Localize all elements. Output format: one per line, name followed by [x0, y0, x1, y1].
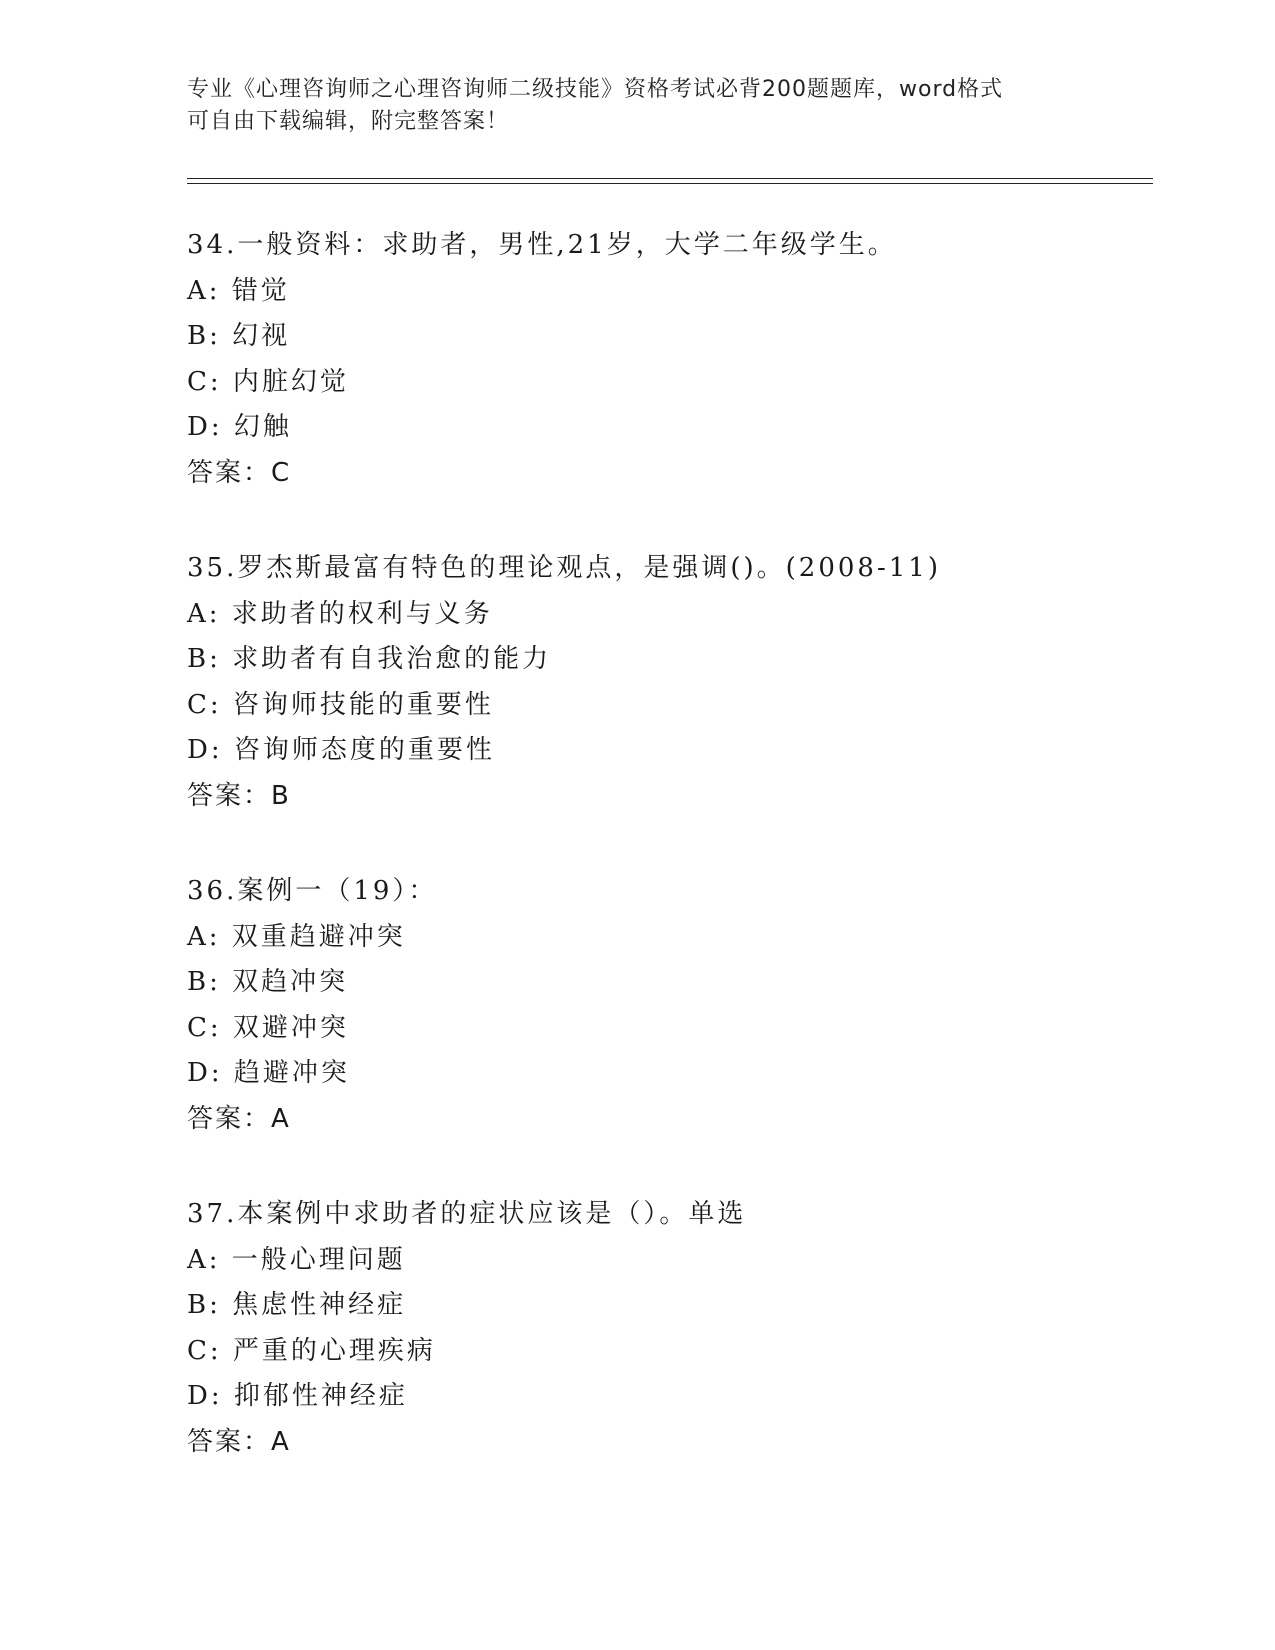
question-stem: 34.一般资料：求助者，男性,21岁，大学二年级学生。 [187, 230, 897, 260]
question-stem: 36.案例一（19）： [187, 876, 438, 906]
question-35 [187, 546, 1147, 819]
option-c: C: 严重的心理疾病 [187, 1335, 436, 1366]
question-34 [187, 223, 1147, 496]
option-c: C: 咨询师技能的重要性 [187, 689, 494, 720]
answer-line: 答案：B [187, 780, 291, 811]
option-d: D: 抑郁性神经症 [187, 1381, 408, 1411]
answer-line: 答案：A [187, 1103, 291, 1134]
question-stem: 37.本案例中求助者的症状应该是（）。单选 [187, 1199, 747, 1229]
header-divider-bottom [187, 183, 1153, 184]
header-divider-top [187, 178, 1153, 179]
header-line-1: 专业《心理咨询师之心理咨询师二级技能》资格考试必背200题题库，word格式 [187, 77, 1004, 102]
question-36 [187, 869, 1147, 1142]
option-a: A: 错觉 [187, 275, 290, 306]
option-d: D: 幻触 [187, 412, 292, 442]
answer-line: 答案：A [187, 1426, 291, 1457]
question-37 [187, 1192, 1147, 1465]
question-stem: 35.罗杰斯最富有特色的理论观点，是强调()。(2008-11) [187, 553, 941, 583]
option-c: C: 双避冲突 [187, 1012, 349, 1043]
option-b: B: 求助者有自我治愈的能力 [187, 644, 552, 674]
header-line-2: 可自由下载编辑，附完整答案！ [187, 109, 510, 134]
option-b: B: 焦虑性神经症 [187, 1290, 407, 1320]
option-c: C: 内脏幻觉 [187, 366, 349, 397]
option-d: D: 咨询师态度的重要性 [187, 735, 495, 765]
option-a: A: 求助者的权利与义务 [187, 598, 493, 629]
option-a: A: 双重趋避冲突 [187, 921, 406, 952]
option-b: B: 双趋冲突 [187, 967, 349, 997]
document-header [187, 74, 1087, 138]
answer-line: 答案：C [187, 457, 292, 488]
option-b: B: 幻视 [187, 321, 291, 351]
option-a: A: 一般心理问题 [187, 1244, 406, 1275]
option-d: D: 趋避冲突 [187, 1058, 350, 1088]
